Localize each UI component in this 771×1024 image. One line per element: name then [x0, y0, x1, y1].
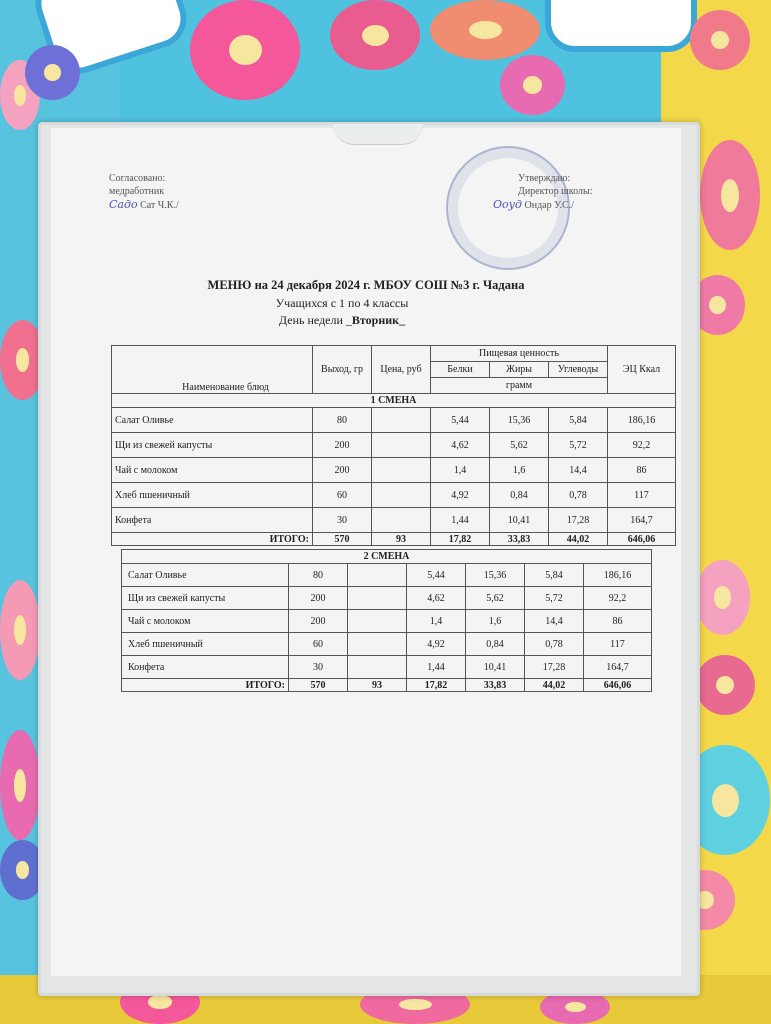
dish-name: Салат Оливье	[122, 564, 289, 587]
total-fats: 33,83	[490, 533, 549, 546]
dish-output: 200	[313, 433, 372, 458]
dish-name: Чай с молоком	[112, 458, 313, 483]
dish-carbs: 5,72	[525, 587, 584, 610]
dish-energy: 186,16	[608, 408, 676, 433]
dish-energy: 186,16	[584, 564, 652, 587]
dish-output: 30	[289, 656, 348, 679]
dish-carbs: 14,4	[525, 610, 584, 633]
decorative-flower	[190, 0, 300, 100]
dish-fats: 0,84	[490, 483, 549, 508]
approval-right	[493, 172, 593, 212]
dish-energy: 86	[584, 610, 652, 633]
total-energy: 646,06	[584, 679, 652, 692]
menu-table-shift-2	[121, 549, 652, 692]
total-output: 570	[289, 679, 348, 692]
decorative-flower	[695, 560, 750, 635]
total-label: ИТОГО:	[112, 533, 313, 546]
dish-fats: 5,62	[466, 587, 525, 610]
total-carbs: 44,02	[525, 679, 584, 692]
decorative-flower	[25, 45, 80, 100]
dish-carbs: 5,84	[549, 408, 608, 433]
dish-price	[348, 587, 407, 610]
total-row	[112, 533, 676, 546]
approval-left-role: медработник	[109, 186, 165, 197]
dish-carbs: 17,28	[525, 656, 584, 679]
dish-energy: 117	[584, 633, 652, 656]
dish-fats: 0,84	[466, 633, 525, 656]
signature-mark: Садо	[109, 198, 138, 211]
total-label: ИТОГО:	[122, 679, 289, 692]
approval-right-heading: Утверждаю:	[518, 173, 571, 184]
decorative-flower	[700, 140, 760, 250]
dish-fats: 1,6	[466, 610, 525, 633]
dish-energy: 92,2	[584, 587, 652, 610]
total-energy: 646,06	[608, 533, 676, 546]
dish-proteins: 4,92	[431, 483, 490, 508]
dish-carbs: 5,84	[525, 564, 584, 587]
table-row	[122, 587, 652, 610]
header-price: Цена, руб	[372, 346, 431, 394]
header-units: грамм	[431, 378, 608, 394]
dish-proteins: 4,62	[431, 433, 490, 458]
dish-energy: 117	[608, 483, 676, 508]
dish-price	[348, 610, 407, 633]
dish-price	[348, 633, 407, 656]
header-name: Наименование блюд	[112, 346, 313, 394]
dish-proteins: 1,44	[407, 656, 466, 679]
dish-name: Хлеб пшеничный	[112, 483, 313, 508]
shift-label: 1 СМЕНА	[112, 394, 676, 408]
signature-mark: Ооуд	[493, 198, 522, 211]
dish-fats: 1,6	[490, 458, 549, 483]
menu-table-shift-1	[111, 345, 676, 546]
menu-sheet	[51, 128, 681, 976]
students-line: Учащихся с 1 по 4 классы	[275, 296, 409, 310]
dish-price	[372, 433, 431, 458]
dish-carbs: 0,78	[549, 483, 608, 508]
decorative-flower	[695, 655, 755, 715]
dish-proteins: 1,4	[431, 458, 490, 483]
decorative-flower	[500, 55, 565, 115]
approval-right-signature-line	[493, 198, 592, 212]
table-row	[112, 508, 676, 533]
dish-price	[372, 483, 431, 508]
weekday-line	[51, 313, 633, 328]
decorative-flower	[0, 580, 40, 680]
dish-price	[348, 564, 407, 587]
dish-output: 200	[313, 458, 372, 483]
header-carbs: Углеводы	[549, 362, 608, 378]
decorative-flower	[430, 0, 540, 60]
table-row	[122, 610, 652, 633]
decorative-flower	[690, 10, 750, 70]
dish-proteins: 1,44	[431, 508, 490, 533]
dish-name: Конфета	[112, 508, 313, 533]
dish-proteins: 5,44	[407, 564, 466, 587]
dish-name: Щи из свежей капусты	[122, 587, 289, 610]
dish-name: Щи из свежей капусты	[112, 433, 313, 458]
total-carbs: 44,02	[549, 533, 608, 546]
dish-price	[372, 508, 431, 533]
dish-output: 60	[313, 483, 372, 508]
decorative-flower	[330, 0, 420, 70]
dish-output: 30	[313, 508, 372, 533]
menu-title: МЕНЮ на 24 декабря 2024 г. МБОУ СОШ №3 г. Чадана	[207, 278, 525, 292]
dish-output: 200	[289, 587, 348, 610]
table-row	[112, 433, 676, 458]
dish-proteins: 4,92	[407, 633, 466, 656]
dish-fats: 5,62	[490, 433, 549, 458]
dish-price	[372, 408, 431, 433]
dish-output: 200	[289, 610, 348, 633]
dish-energy: 164,7	[608, 508, 676, 533]
total-fats: 33,83	[466, 679, 525, 692]
dish-energy: 164,7	[584, 656, 652, 679]
header-fats: Жиры	[490, 362, 549, 378]
total-price: 93	[348, 679, 407, 692]
dish-name: Чай с молоком	[122, 610, 289, 633]
dish-energy: 86	[608, 458, 676, 483]
dish-proteins: 4,62	[407, 587, 466, 610]
approval-left-signature-name: Сат Ч.К./	[140, 200, 179, 211]
weekday-value: Вторник_	[351, 313, 406, 327]
total-output: 570	[313, 533, 372, 546]
dish-proteins: 1,4	[407, 610, 466, 633]
table-row	[112, 408, 676, 433]
dish-fats: 15,36	[490, 408, 549, 433]
holder-tab-cut	[333, 124, 423, 145]
dish-proteins: 5,44	[431, 408, 490, 433]
decorative-flower	[0, 730, 40, 840]
header-proteins: Белки	[431, 362, 490, 378]
dish-fats: 10,41	[490, 508, 549, 533]
dish-carbs: 0,78	[525, 633, 584, 656]
dish-output: 60	[289, 633, 348, 656]
total-proteins: 17,82	[431, 533, 490, 546]
dish-name: Салат Оливье	[112, 408, 313, 433]
dish-energy: 92,2	[608, 433, 676, 458]
table-row	[122, 564, 652, 587]
dish-carbs: 14,4	[549, 458, 608, 483]
total-proteins: 17,82	[407, 679, 466, 692]
approval-left-signature-line	[109, 198, 179, 212]
header-nutrition: Пищевая ценность	[431, 346, 608, 362]
approval-right-role: Директор школы:	[518, 186, 593, 197]
dish-name: Хлеб пшеничный	[122, 633, 289, 656]
dish-name: Конфета	[122, 656, 289, 679]
approval-right-signature-name: Ондар У.С./	[524, 200, 574, 211]
weekday-prefix: День недели _	[278, 313, 352, 327]
header-energy: ЭЦ Ккал	[608, 346, 676, 394]
decorative-letter-shape	[545, 0, 697, 52]
dish-output: 80	[313, 408, 372, 433]
header-output: Выход, гр	[313, 346, 372, 394]
shift-label: 2 СМЕНА	[122, 550, 652, 564]
approval-left	[109, 172, 179, 212]
total-row	[122, 679, 652, 692]
table-row	[112, 458, 676, 483]
dish-price	[348, 656, 407, 679]
dish-fats: 15,36	[466, 564, 525, 587]
approval-left-heading: Согласовано:	[109, 173, 166, 184]
table-row	[122, 633, 652, 656]
dish-price	[372, 458, 431, 483]
table-row	[122, 656, 652, 679]
dish-carbs: 5,72	[549, 433, 608, 458]
dish-carbs: 17,28	[549, 508, 608, 533]
dish-output: 80	[289, 564, 348, 587]
table-row	[112, 483, 676, 508]
dish-fats: 10,41	[466, 656, 525, 679]
total-price: 93	[372, 533, 431, 546]
